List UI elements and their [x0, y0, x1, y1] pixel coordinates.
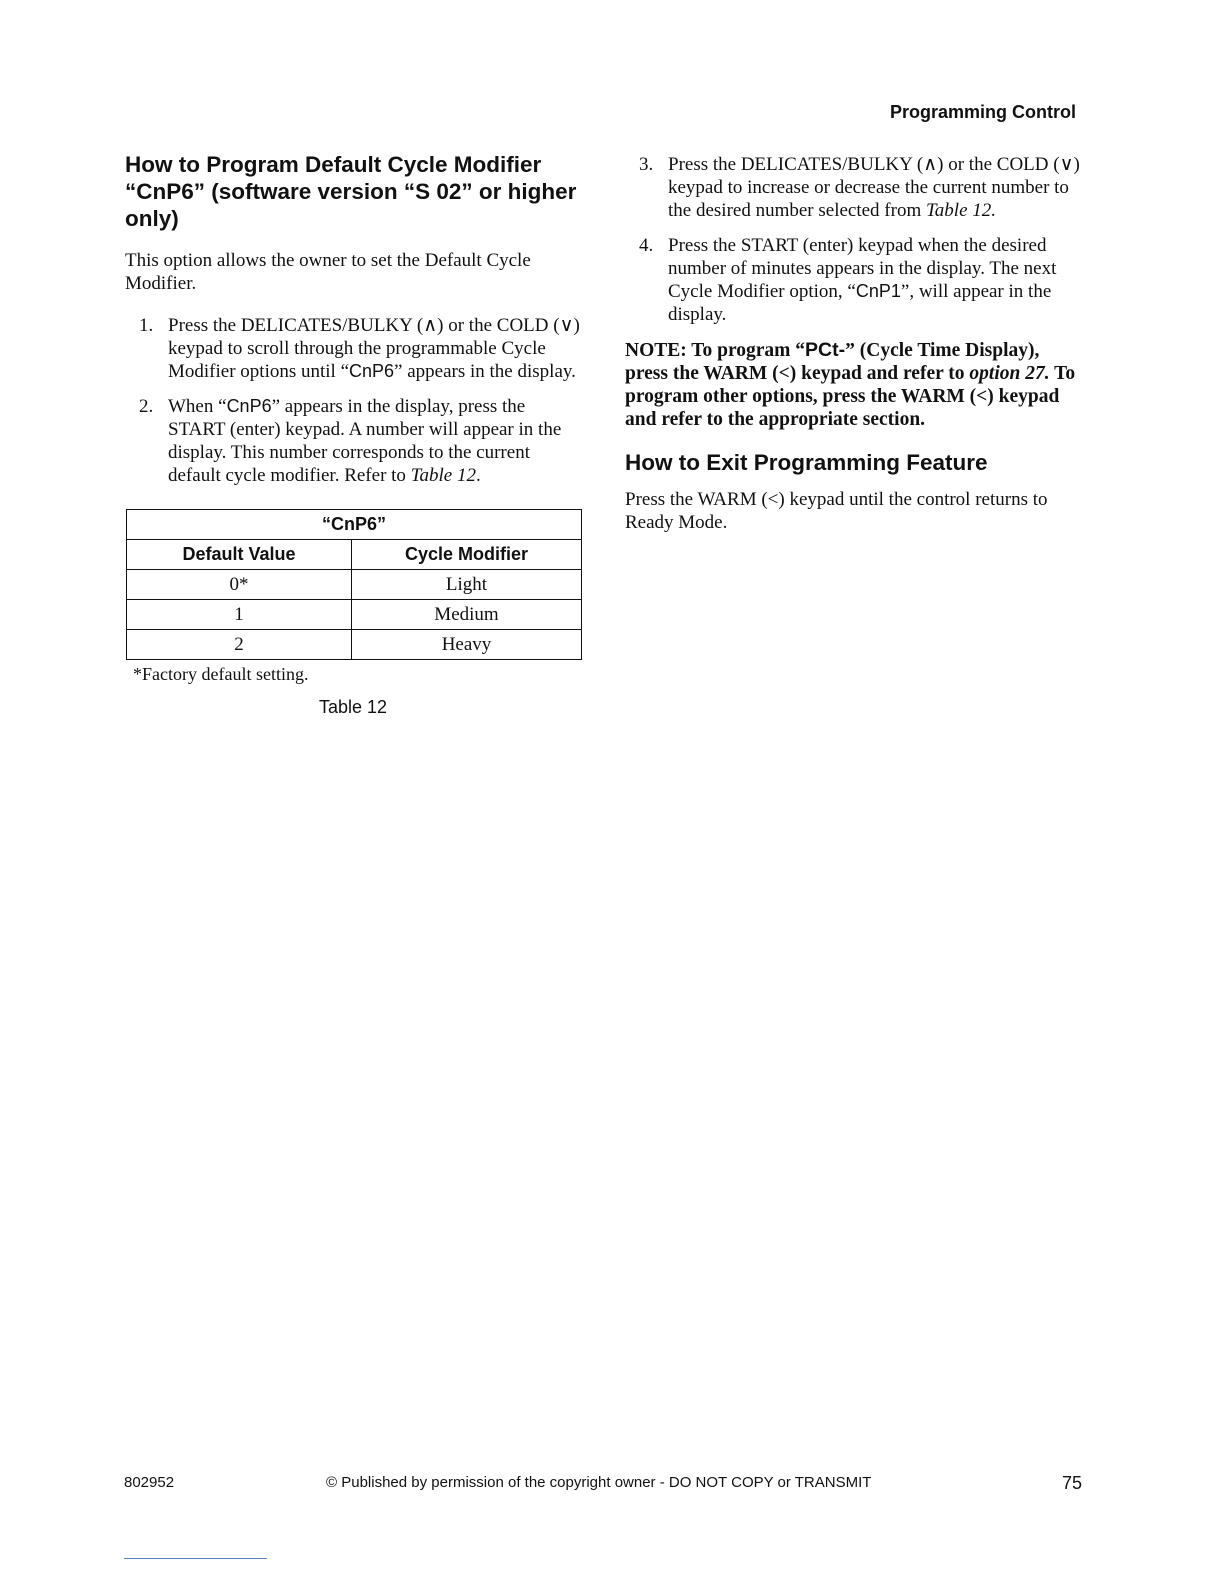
- step-text: Press the DELICATES/BULKY (∧) or the COLD (∨) keypad to scroll through the programmable Cycle Modifier options until “: [168, 315, 580, 382]
- step-1: [125, 314, 583, 383]
- step-number: 1.: [139, 315, 154, 336]
- cnp6-table: [126, 509, 582, 660]
- cycle-modifier-cell: Medium: [352, 600, 582, 630]
- step-text: ”, will appear in the display.: [668, 281, 1052, 325]
- footer-copyright: © Published by permission of the copyright owner - DO NOT COPY or TRANSMIT: [326, 1474, 872, 1491]
- step-4: [625, 234, 1080, 326]
- display-code: CnP1: [855, 281, 901, 301]
- step-number: 3.: [639, 154, 654, 175]
- section-header: Programming Control: [889, 102, 1076, 122]
- table-row: [127, 630, 582, 660]
- cycle-modifier-cell: Heavy: [352, 630, 582, 660]
- note-text: ” (Cycle Time Display), press the WARM (<) keypad and refer to: [625, 340, 1040, 384]
- intro-paragraph: This option allows the owner to set the Default Cycle Modifier.: [125, 250, 531, 294]
- table-reference: Table 12.: [925, 200, 997, 221]
- step-text: ” appears in the display, press the START (enter) keypad. A number will appear in the display. This number corresponds to the current default cycle modifier. Refer to: [168, 396, 562, 486]
- step-number: 2.: [139, 396, 154, 417]
- steps-list-left: [125, 314, 583, 487]
- option-reference: option 27.: [969, 363, 1050, 384]
- step-text: .: [475, 465, 481, 486]
- step-number: 4.: [639, 235, 654, 256]
- cnp6-heading: How to Program Default Cycle Modifier “CnP6” (software version “S 02” or higher only): [125, 152, 577, 231]
- steps-list-right: [625, 153, 1080, 326]
- table-title: “CnP6”: [127, 510, 582, 540]
- note-text: NOTE: To program “: [625, 340, 806, 361]
- default-value-cell: 1: [127, 600, 352, 630]
- footer-doc-number: 802952: [124, 1474, 175, 1491]
- footer-divider: [124, 1558, 267, 1559]
- default-value-cell: 2: [127, 630, 352, 660]
- step-text: When “: [168, 396, 227, 417]
- exit-paragraph: Press the WARM (<) keypad until the control returns to Ready Mode.: [625, 489, 1048, 533]
- step-text: Press the DELICATES/BULKY (∧) or the COLD (∨) keypad to increase or decrease the current number to the desired number selected from: [668, 154, 1080, 221]
- exit-heading: How to Exit Programming Feature: [625, 450, 988, 475]
- default-value-cell: 0*: [127, 570, 352, 600]
- table-reference: Table 12: [410, 465, 476, 486]
- table-row: [127, 570, 582, 600]
- step-3: [625, 153, 1080, 222]
- table-footnote: *Factory default setting.: [133, 664, 309, 684]
- display-code: CnP6: [349, 361, 395, 381]
- right-column: [625, 153, 1080, 534]
- footer-page-number: 75: [1062, 1473, 1083, 1493]
- table-row: [127, 600, 582, 630]
- note-text: To program other options, press the WARM (<) keypad and refer to the appropriate section.: [625, 363, 1076, 430]
- column-header-cycle-modifier: Cycle Modifier: [352, 540, 582, 570]
- step-text: ” appears in the display.: [394, 361, 576, 382]
- left-column: [125, 151, 583, 718]
- cycle-modifier-cell: Light: [352, 570, 582, 600]
- programming-note: [625, 339, 1080, 431]
- table-caption: Table 12: [318, 697, 388, 717]
- display-code: PCt-: [805, 339, 846, 361]
- step-text: Press the START (enter) keypad when the desired number of minutes appears in the display. The next Cycle Modifier option, “: [668, 235, 1057, 302]
- display-code: CnP6: [226, 396, 272, 416]
- step-2: [125, 395, 583, 487]
- column-header-default-value: Default Value: [127, 540, 352, 570]
